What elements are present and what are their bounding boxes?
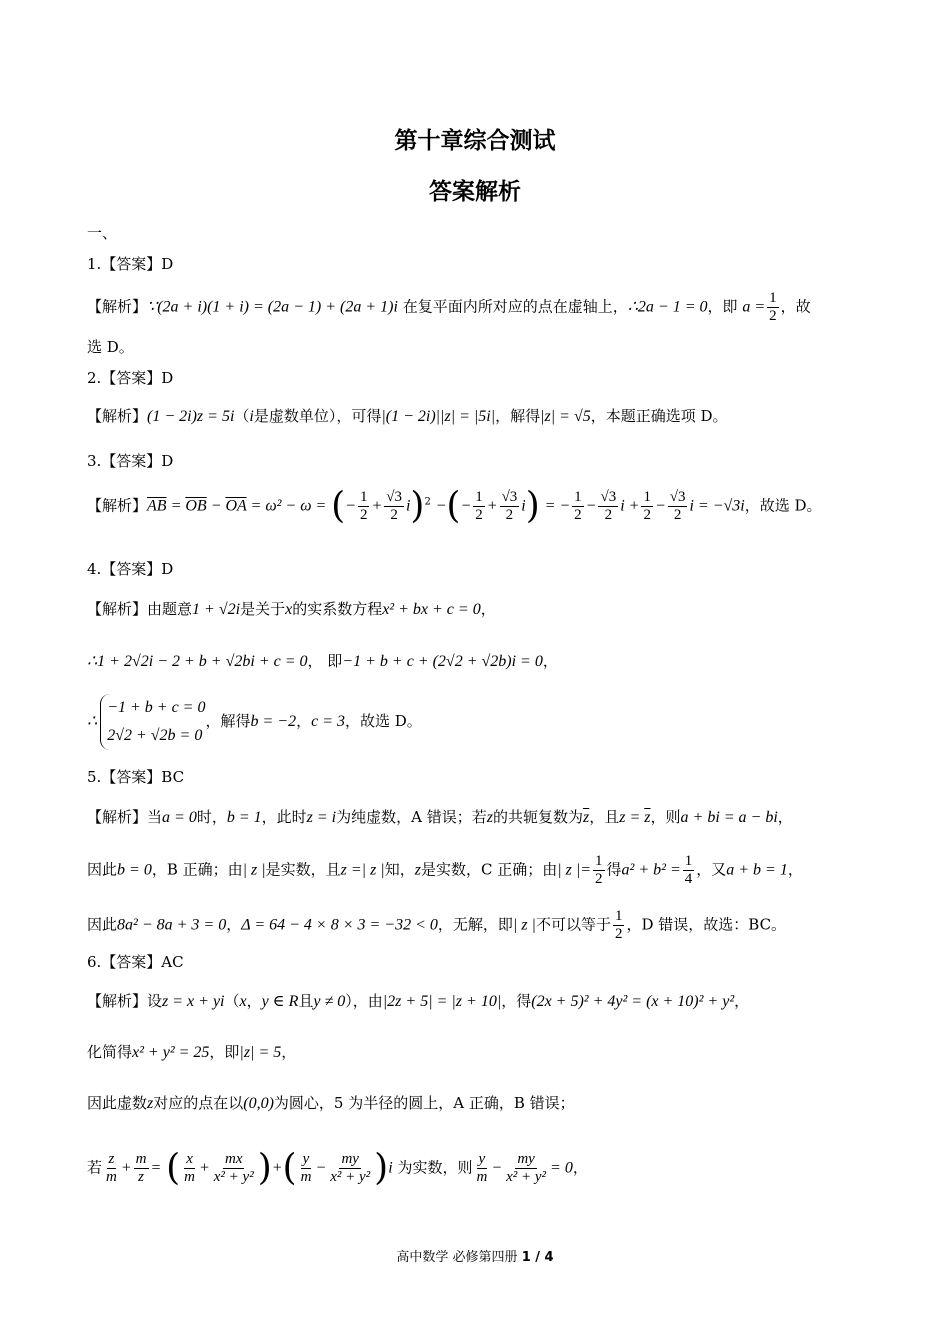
answer-5: 5.【答案】BC bbox=[87, 768, 185, 786]
analysis-5-line3: 因此8a² − 8a + 3 = 0，Δ = 64 − 4 × 8 × 3 = −32 < 0，无解，即| z |不可以等于 $\frac{1}{2}$ ，D 错误，故选：BC。 bbox=[87, 908, 787, 942]
analysis-4-line2: ∴1 + 2√2i − 2 + b + √2bi + c = 0， 即−1 + b + c + (2√2 + √2b)i = 0， bbox=[87, 652, 558, 670]
answer-1: 1.【答案】D bbox=[87, 255, 174, 273]
analysis-tag: 【解析】 bbox=[87, 297, 148, 316]
analysis-6-line4: 若 $\frac{z}{m}$ + $\frac{m}{z}$ = ( $\frac{x}{m}$ + $\frac{mx}{\text{x² + y²}}$ )+( $\frac{y}{m}$ − $\frac{my}{\text{x² + y²}}$ )i 为实数，则 $\frac{y}{m}$ − $\frac{my}{\text{x² + y²}}$ = 0， bbox=[87, 1147, 588, 1189]
answer-6: 6.【答案】AC bbox=[87, 953, 184, 971]
analysis-4-line3: ∴ −1 + b + c = 0 2√2 + √2b = 0 ，解得b = −2，c = 3，故选 D。 bbox=[87, 694, 422, 750]
analysis-1-line2: 选 D。 bbox=[87, 338, 134, 356]
analysis-5-line1: 【解析】当a = 0时，b = 1，此时z = i为纯虚数，A 错误；若z的共轭复数为$\overline{z}$，且$z = \overline{z}$，则a + bi = a − bi， bbox=[87, 808, 793, 826]
analysis-6-line2: 化简得x² + y² = 25，即|z| = 5， bbox=[87, 1043, 297, 1061]
analysis-4-line1: 【解析】由题意1 + √2i是关于x的实系数方程x² + bx + c = 0， bbox=[87, 600, 496, 618]
section-label: 一、 bbox=[87, 224, 118, 242]
analysis-6-line3: 因此虚数z对应的点在以(0,0)为圆心，5 为半径的圆上，A 正确，B 错误； bbox=[87, 1094, 575, 1112]
analysis-5-line2: 因此b = 0，B 正确；由| z |是实数，且z =| z |知，z是实数，C 正确；由| z |= $\frac{1}{2}$ 得a² + b² = $\frac{1}{4}$ ，又a + b = 1， bbox=[87, 853, 803, 887]
analysis-2: 【解析】(1 − 2i)z = 5i（i是虚数单位），可得|(1 − 2i)||z| = |5i|，解得|z| = √5，本题正确选项 D。 bbox=[87, 407, 728, 425]
answer-2: 2.【答案】D bbox=[87, 369, 174, 387]
footer-page-number: 1 / 4 bbox=[521, 1250, 554, 1265]
page-footer bbox=[0, 1246, 950, 1265]
answer-4: 4.【答案】D bbox=[87, 560, 174, 578]
footer-book: 高中数学 必修第四册 bbox=[396, 1250, 518, 1265]
answer-3: 3.【答案】D bbox=[87, 452, 174, 470]
analysis-3: 【解析】$\overline{AB} = \overline{OB} - \overline{OA} = \omega^2 - \omega$ = (− $\frac{1}{2}$ + $\frac{√3}{2}$ i)$^2$ −(− $\frac{1}{2}$ + $\frac{√3}{2}$ i) = − $\frac{1}{2}$ − $\frac{√3}{2}$ i + $\frac{1}{2}$ − $\frac{√3}{2}$ i = −√3i，故选 D。 bbox=[87, 485, 822, 527]
analysis-1-line1: 【解析】∵(2a + i)(1 + i) = (2a − 1) + (2a + 1)i 在复平面内所对应的点在虚轴上，∴2a − 1 = 0，即 a = $\frac{1}{2}$ ，故 bbox=[87, 290, 811, 324]
page-subtitle: 答案解析 bbox=[429, 179, 521, 205]
analysis-6-line1: 【解析】设z = x + yi（x，y ∈ R且y ≠ 0），由|2z + 5| = |z + 10|，得(2x + 5)² + 4y² = (x + 10)² + y²， bbox=[87, 992, 750, 1010]
page-title: 第十章综合测试 bbox=[394, 128, 556, 154]
